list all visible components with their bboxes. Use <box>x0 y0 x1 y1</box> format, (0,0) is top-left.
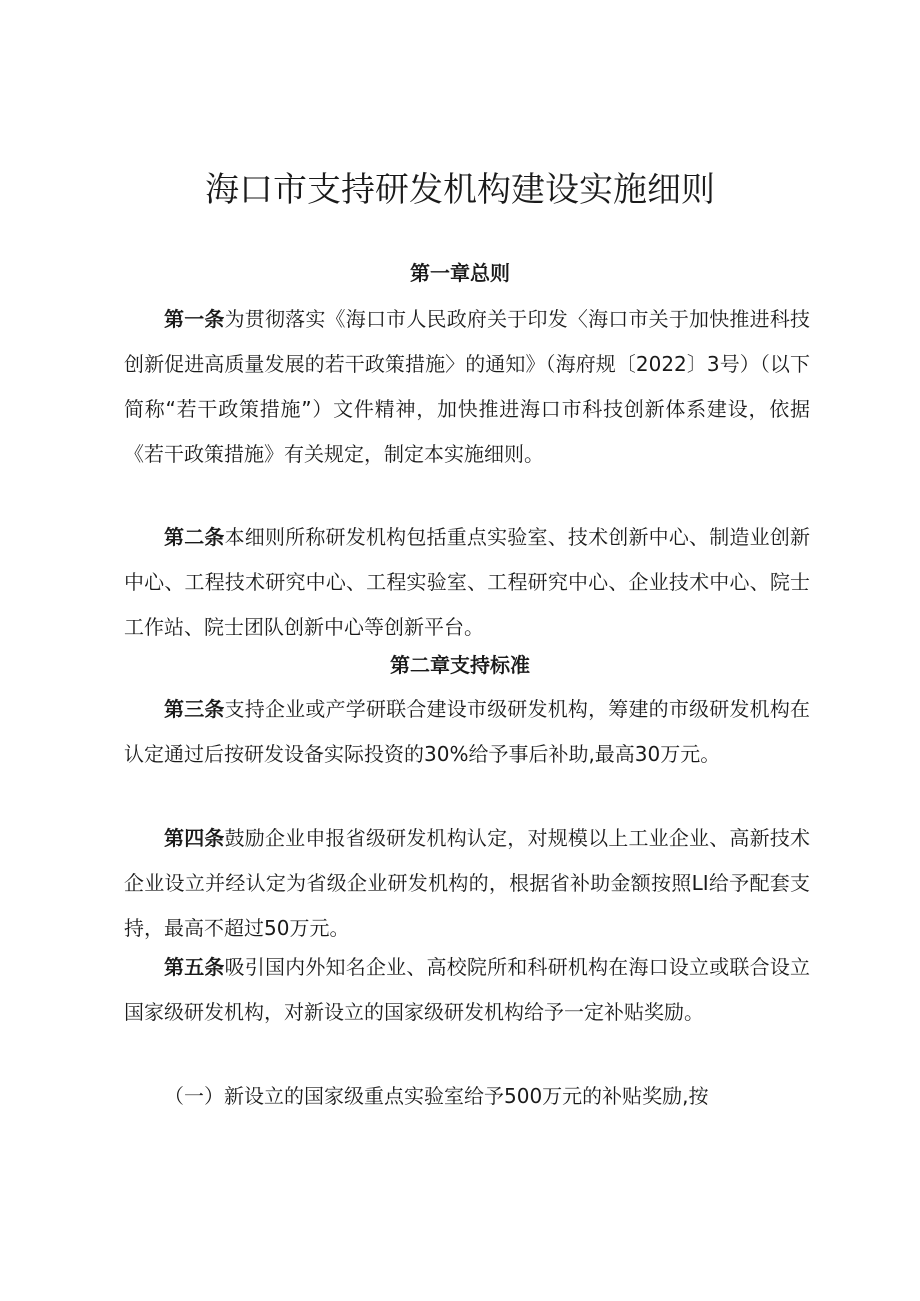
article-3 <box>124 687 810 777</box>
article-2 <box>124 515 810 650</box>
article-text: 鼓励企业申报省级研发机构认定，对规模以上工业企业、高新技术企业设立并经认定为省级企业研发机构的，根据省补助金额按照LI给予配套支持，最高不超过50万元。 <box>124 826 811 940</box>
document-title: 海口市支持研发机构建设实施细则 <box>205 170 715 210</box>
article-number: 第四条 <box>164 826 225 850</box>
chapter-heading-1: 第一章总则 <box>410 261 510 285</box>
article-number: 第二条 <box>164 525 225 549</box>
article-number: 第一条 <box>164 307 225 331</box>
article-4 <box>124 816 810 951</box>
article-text: 为贯彻落实《海口市人民政府关于印发〈海口市关于加快推进科技创新促进高质量发展的若干政策措施〉的通知》（海府规〔2022〕3号）（以下简称“若干政策措施”）文件精神，加快推进海口市科技创新体系建设，依据《若干政策措施》有关规定，制定本实施细则。 <box>124 307 811 466</box>
article-number: 第五条 <box>164 955 225 979</box>
article-1 <box>124 297 810 477</box>
chapter-heading-2: 第二章支持标准 <box>390 653 530 677</box>
article-text: 本细则所称研发机构包括重点实验室、技术创新中心、制造业创新中心、工程技术研究中心、工程实验室、工程研究中心、企业技术中心、院士工作站、院士团队创新中心等创新平台。 <box>124 525 811 639</box>
list-item: （一）新设立的国家级重点实验室给予500万元的补贴奖励,按 <box>164 1084 709 1108</box>
article-text: 吸引国内外知名企业、高校院所和科研机构在海口设立或联合设立国家级研发机构，对新设立的国家级研发机构给予一定补贴奖励。 <box>124 955 811 1024</box>
article-number: 第三条 <box>164 697 225 721</box>
article-5 <box>124 945 810 1035</box>
article-text: 支持企业或产学研联合建设市级研发机构，筹建的市级研发机构在认定通过后按研发设备实际投资的30%给予事后补助,最高30万元。 <box>124 697 811 766</box>
